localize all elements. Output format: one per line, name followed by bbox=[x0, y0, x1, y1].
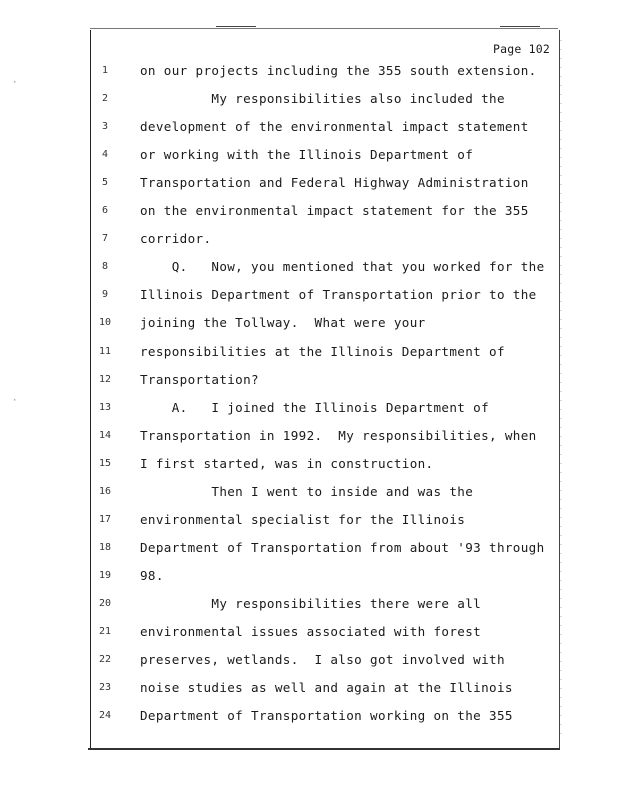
line-number: 14 bbox=[98, 429, 112, 441]
line-number: 22 bbox=[98, 654, 112, 666]
line-number: 19 bbox=[98, 569, 112, 581]
transcript-line: Q. Now, you mentioned that you worked for the bbox=[140, 259, 545, 275]
page-top-border bbox=[90, 28, 558, 29]
line-number: 11 bbox=[98, 345, 112, 357]
line-number: 7 bbox=[101, 233, 109, 245]
line-number: 9 bbox=[101, 289, 109, 301]
margin-speck: · bbox=[12, 78, 18, 88]
transcript-line: responsibilities at the Illinois Department of bbox=[140, 343, 505, 359]
transcript-line: My responsibilities also included the bbox=[140, 91, 505, 107]
margin-speck: · bbox=[12, 396, 18, 406]
line-number: 12 bbox=[98, 373, 112, 385]
transcript-line: Then I went to inside and was the bbox=[140, 483, 474, 499]
page-number: Page 102 bbox=[493, 42, 550, 56]
line-number: 6 bbox=[101, 205, 109, 217]
line-number: 13 bbox=[98, 401, 112, 413]
top-border-mark bbox=[216, 26, 256, 27]
line-number: 1 bbox=[101, 65, 109, 76]
transcript-line: environmental issues associated with forest bbox=[140, 624, 482, 639]
transcript-line: 98. bbox=[140, 567, 164, 583]
line-number: 24 bbox=[98, 710, 112, 722]
transcript-line: Department of Transportation from about '93 through bbox=[140, 539, 545, 555]
line-number: 15 bbox=[98, 457, 112, 469]
line-number: 21 bbox=[98, 626, 112, 637]
transcript-line: joining the Tollway. What were your bbox=[140, 315, 426, 331]
transcript-line: My responsibilities there were all bbox=[140, 595, 482, 611]
line-number: 20 bbox=[98, 597, 112, 609]
line-number: 5 bbox=[101, 177, 109, 189]
transcript-line: Transportation? bbox=[140, 371, 259, 387]
transcript-line: or working with the Illinois Department of bbox=[140, 147, 474, 163]
transcript-line: Transportation in 1992. My responsibilities, when bbox=[140, 427, 537, 443]
top-border-mark bbox=[500, 26, 540, 27]
line-number: 17 bbox=[98, 513, 112, 525]
transcript-line: Transportation and Federal Highway Administration bbox=[140, 175, 529, 191]
transcript-line: corridor. bbox=[140, 231, 212, 247]
transcript-line: A. I joined the Illinois Department of bbox=[140, 399, 490, 415]
transcript-line: noise studies as well and again at the Illinois bbox=[140, 680, 513, 696]
line-number: 8 bbox=[101, 261, 109, 273]
page-bottom-edge bbox=[88, 748, 560, 750]
line-number: 2 bbox=[101, 93, 109, 105]
scan-noise bbox=[560, 40, 562, 740]
transcript-line: on the environmental impact statement for the 355 bbox=[140, 203, 529, 219]
transcript-line: environmental specialist for the Illinois bbox=[140, 511, 466, 527]
line-number: 16 bbox=[98, 485, 112, 497]
transcript-line: I first started, was in construction. bbox=[140, 455, 434, 471]
transcript-line: on our projects including the 355 south extension. bbox=[140, 63, 537, 78]
line-number: 3 bbox=[101, 121, 109, 133]
transcript-line: preserves, wetlands. I also got involved with bbox=[140, 652, 505, 668]
transcript-page-frame bbox=[90, 30, 560, 749]
line-number: 4 bbox=[101, 149, 109, 161]
transcript-line: Illinois Department of Transportation prior to the bbox=[140, 287, 537, 303]
line-number: 23 bbox=[98, 682, 112, 694]
line-number: 18 bbox=[98, 541, 112, 553]
transcript-line: development of the environmental impact statement bbox=[140, 119, 529, 135]
line-number: 10 bbox=[98, 317, 112, 329]
transcript-line: Department of Transportation working on the 355 bbox=[140, 708, 513, 724]
